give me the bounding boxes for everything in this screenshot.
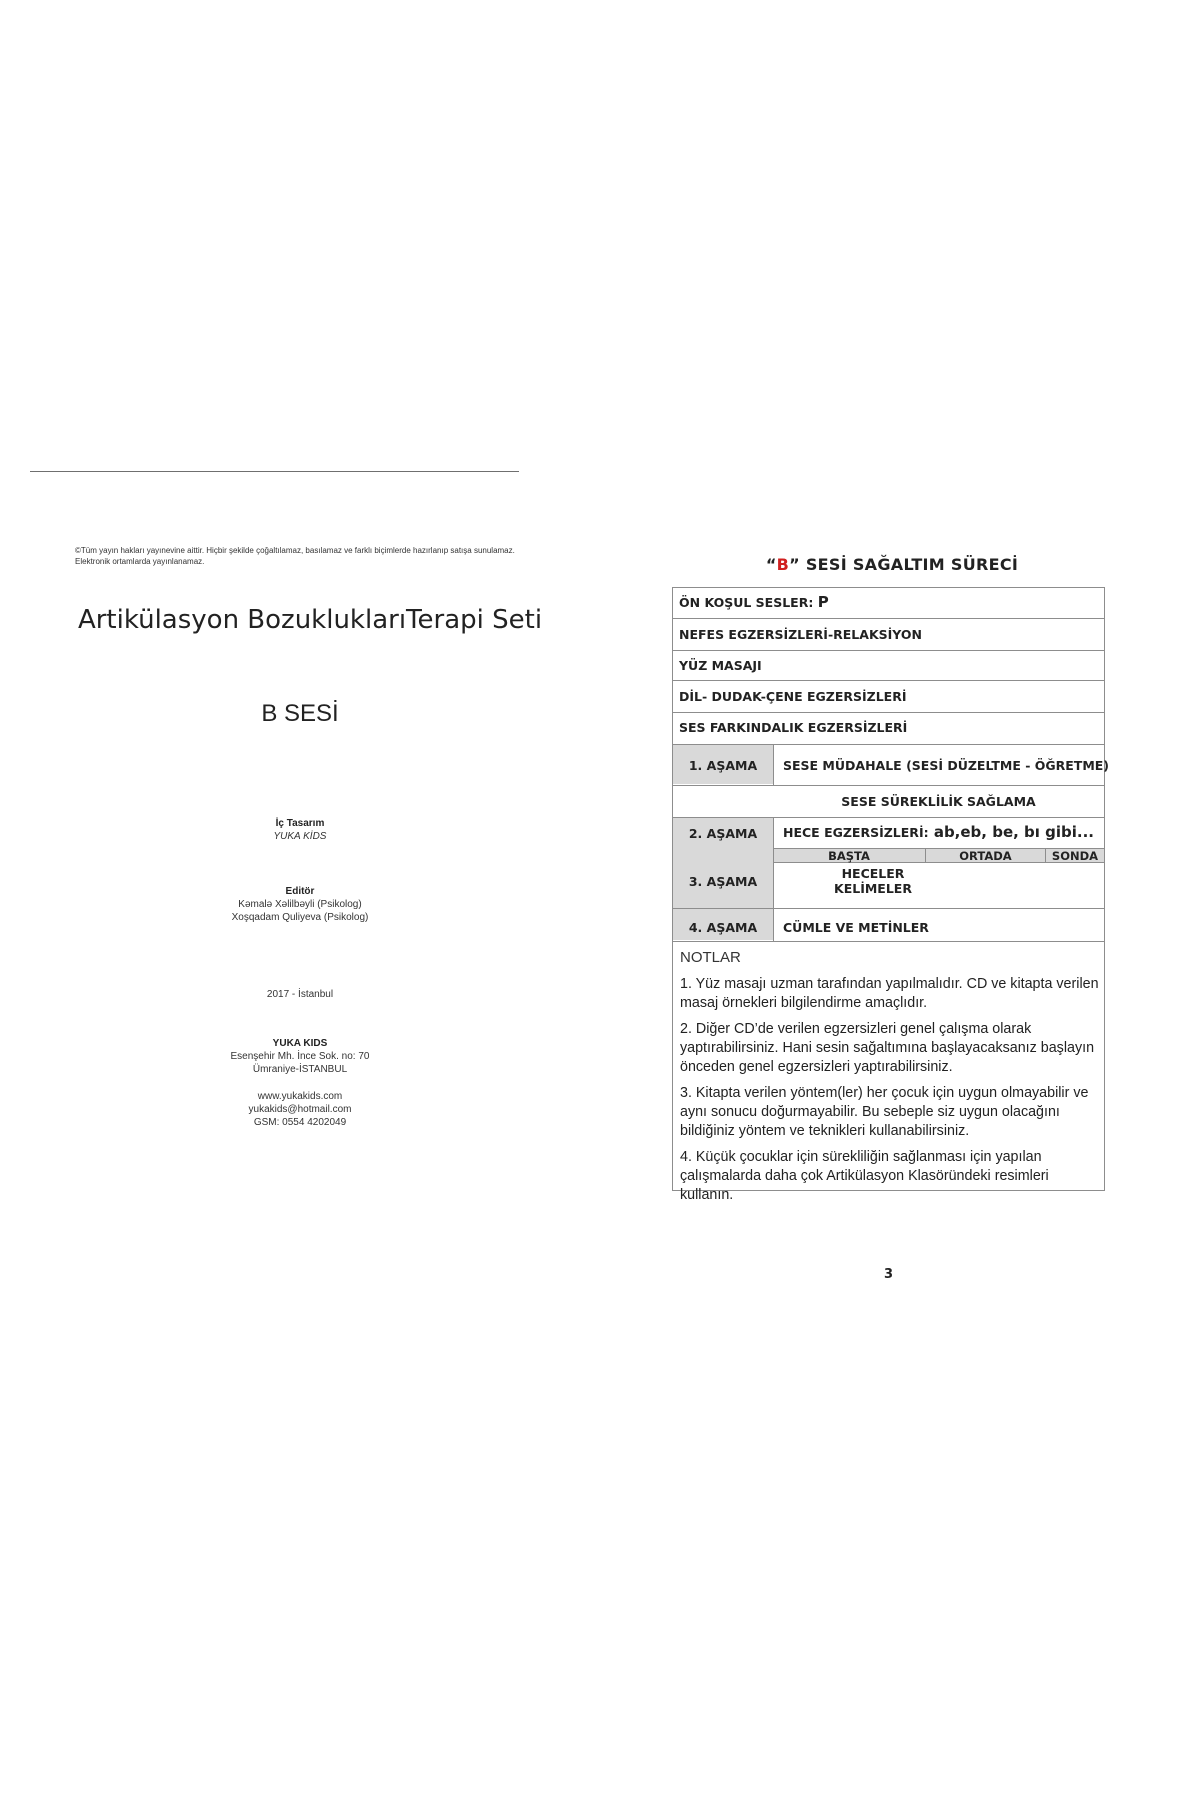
prereq-row: [679, 593, 829, 611]
stage2-label: 2. AŞAMA: [688, 826, 758, 841]
copyright-notice: ©Tüm yayın hakları yayınevine aittir. Hiçbir şekilde çoğaltılamaz, basılamaz ve farklı biçimlerde hazırlanıp satışa sunulamaz. Elektronik ortamlarda yayınlanamaz.: [75, 546, 515, 566]
table-divider: [672, 650, 1105, 651]
top-divider: [30, 471, 519, 472]
prereq-value: P: [817, 593, 829, 611]
note-item: 1. Yüz masajı uzman tarafından yapılmalıdır. CD ve kitapta verilen masaj örnekleri bilgilendirme amaçlıdır.: [680, 976, 1099, 1011]
stage1-label: 1. AŞAMA: [688, 758, 758, 773]
publisher-name: YUKA KIDS: [272, 1038, 328, 1049]
year-place: 2017 - İstanbul: [266, 989, 334, 1000]
position-end: SONDA: [1051, 849, 1099, 863]
breath-row: NEFES EGZERSİZLERİ-RELAKSİYON: [679, 627, 922, 642]
tongue-lip-row: DİL- DUDAK-ÇENE EGZERSİZLERİ: [679, 689, 907, 704]
stage3-content: [773, 866, 973, 896]
editor-credit: [160, 885, 440, 924]
face-massage-row: YÜZ MASAJI: [679, 658, 762, 673]
design-credit: [160, 817, 440, 843]
table-divider: [672, 712, 1105, 713]
awareness-row: SES FARKINDALIK EGZERSİZLERİ: [679, 720, 908, 735]
stage2-desc: [783, 823, 1094, 841]
process-title: [672, 555, 1112, 574]
note-item: 2. Diğer CD’de verilen egzersizleri genel çalışma olarak yaptırabilirsiniz. Hani sesin sağaltımına başlayacaksanız başlayın önceden genel egzersizleri yaptırabilirsiniz.: [680, 1021, 1095, 1075]
stage4-label: 4. AŞAMA: [688, 920, 758, 935]
note-item: 4. Küçük çocuklar için sürekliliğin sağlanması için yapılan çalışmalarda daha çok Artikülasyon Klasöründeki resimleri kullanın.: [680, 1149, 1049, 1203]
position-middle: ORTADA: [959, 849, 1012, 863]
table-divider: [672, 941, 1105, 942]
title-letter: B: [776, 555, 790, 574]
publisher-info: [160, 1037, 440, 1076]
email-link[interactable]: yukakids@hotmail.com: [248, 1104, 352, 1115]
syllables-label: HECELER: [841, 866, 905, 881]
stage3-label: 3. AŞAMA: [688, 874, 758, 889]
words-label: KELİMELER: [834, 881, 912, 896]
address-line: Esenşehir Mh. İnce Sok. no: 70: [230, 1051, 370, 1062]
title-quote: “: [765, 555, 777, 574]
design-heading: İç Tasarım: [275, 818, 325, 829]
table-divider: [773, 744, 774, 785]
stage2-examples: ab,eb, be, bı gibi...: [928, 823, 1094, 841]
position-start: BAŞTA: [828, 849, 870, 863]
stage4-desc: CÜMLE VE METİNLER: [783, 920, 929, 935]
table-divider: [672, 785, 1105, 786]
contact-info: [160, 1090, 440, 1129]
phone-number: GSM: 0554 4202049: [253, 1117, 347, 1128]
address-line: Ümraniye-İSTANBUL: [252, 1064, 348, 1075]
note-item: 3. Kitapta verilen yöntem(ler) her çocuk için uygun olmayabilir ve aynı sonucu doğurmayabilir. Bu sebeple siz uygun olacağını bildiğiniz yöntem ve teknikleri kullanabilirsiniz.: [680, 1085, 1089, 1139]
page-number: 3: [884, 1267, 894, 1282]
stage1-desc: SESE MÜDAHALE (SESİ DÜZELTME - ÖĞRETME): [783, 758, 1110, 773]
table-divider: [672, 618, 1105, 619]
continuity-heading: SESE SÜREKLİLİK SAĞLAMA: [841, 794, 1036, 809]
editor-heading: Editör: [285, 886, 315, 897]
title-rest: ” SESİ SAĞALTIM SÜRECİ: [789, 555, 1019, 574]
editor-name: Kəmalə Xəlilbəyli (Psikolog): [238, 899, 362, 910]
book-title: Artikülasyon BozukluklarıTerapi Seti: [77, 605, 543, 635]
table-divider: [672, 744, 1105, 745]
table-divider: [672, 680, 1105, 681]
table-divider: [672, 817, 1105, 818]
website-link[interactable]: www.yukakids.com: [257, 1091, 343, 1102]
table-divider: [672, 908, 1105, 909]
design-name: YUKA KİDS: [273, 831, 327, 842]
stage2-text: HECE EGZERSİZLERİ:: [783, 825, 929, 840]
prereq-label: ÖN KOŞUL SESLER:: [679, 595, 814, 610]
editor-name: Xoşqadam Quliyeva (Psikolog): [231, 912, 369, 923]
book-subtitle: B SESİ: [261, 700, 339, 727]
notes-heading: NOTLAR: [680, 949, 741, 966]
